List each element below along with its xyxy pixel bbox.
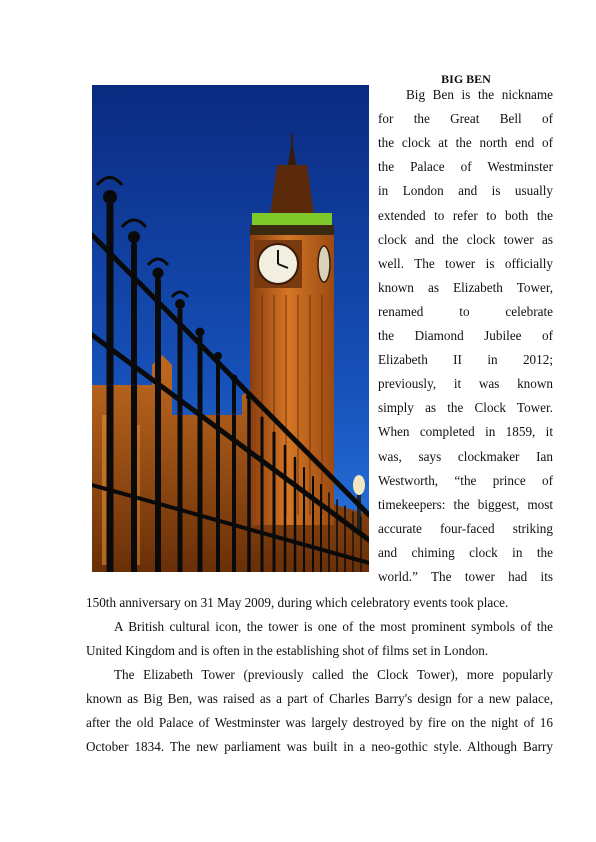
text-line: the Palace of Westminster [378,159,553,175]
text-line: timekeepers: the biggest, most [378,496,553,512]
text-line: known as Elizabeth Tower, [378,279,553,295]
big-ben-photo [92,85,369,572]
text-line: Westworth, “the prince of [378,472,553,488]
text-line: A British cultural icon, the tower is one of the most prominent symbols of the [114,619,553,634]
text-line: the Diamond Jubilee of [378,328,553,343]
text-line: Big Ben is the nickname [406,87,553,102]
text-line: clock and the clock tower as [378,231,553,247]
text-line: previously, it was known [378,376,553,392]
text-line: The Elizabeth Tower (previously called the Clock Tower), more popularly [114,667,553,682]
text-line: accurate four-faced striking [378,520,553,536]
text-line: for the Great Bell of [378,111,553,127]
text-line: 150th anniversary on 31 May 2009, during which celebratory events took place. [86,595,509,610]
text-line: known as Big Ben, was raised as a part of Charles Barry's design for a new palace, [86,691,553,706]
text-line: well. The tower is officially [378,255,553,271]
text-line: October 1834. The new parliament was built in a neo-gothic style. Although Barry [86,739,553,754]
text-line: renamed to celebrate [378,303,553,319]
text-line: simply as the Clock Tower. [378,400,553,416]
text-line: in London and is usually [378,183,553,199]
page-title: BIG BEN [441,72,491,86]
text-line: and chiming clock in the [378,544,553,560]
text-line: after the old Palace of Westminster was largely destroyed by fire on the night of 16 [86,715,553,730]
text-line: Elizabeth II in 2012; [378,352,553,368]
text-line: When completed in 1859, it [378,424,553,440]
text-line: the clock at the north end of [378,135,553,151]
text-line: extended to refer to both the [378,207,553,223]
text-line: was, says clockmaker Ian [378,448,553,464]
text-line: world.” The tower had its [378,569,553,584]
text-line: United Kingdom and is often in the establishing shot of films set in London. [86,643,489,658]
